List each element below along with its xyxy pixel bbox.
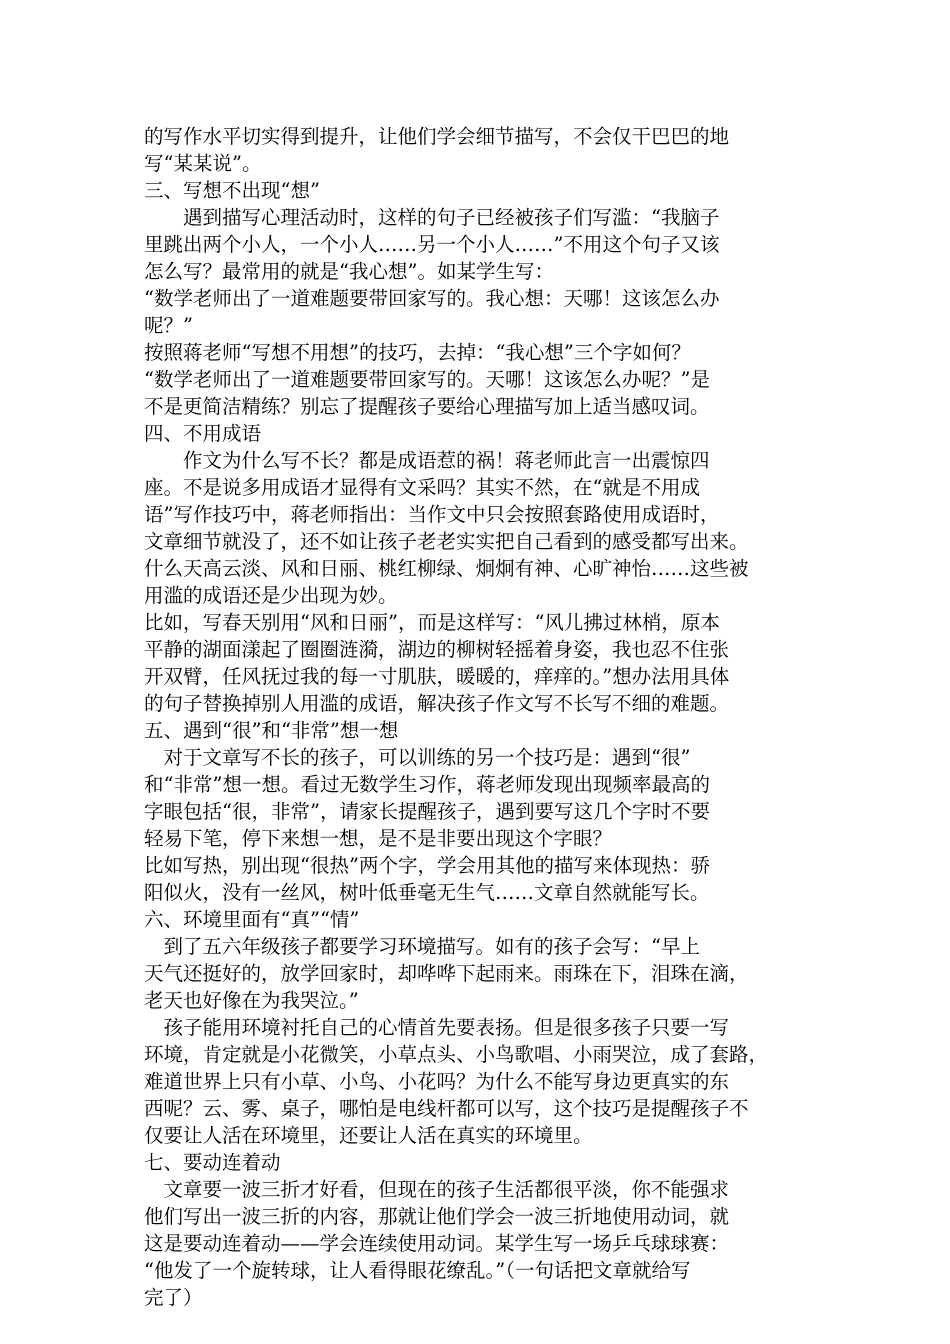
text-line: 难道世界上只有小草、小鸟、小花吗？为什么不能写身边更真实的东 <box>144 1070 730 1093</box>
text-line: 到了五六年级孩子都要学习环境描写。如有的孩子会写：“早上 <box>144 935 700 958</box>
text-line: 的写作水平切实得到提升，让他们学会细节描写，不会仅干巴巴的地 <box>144 125 730 148</box>
text-line: 七、要动连着动 <box>144 1151 281 1174</box>
text-line: 仅要让人活在环境里，还要让人活在真实的环境里。 <box>144 1124 593 1147</box>
text-line: 完了） <box>144 1286 203 1309</box>
text-line: 开双臂，任风抚过我的每一寸肌肤，暖暖的，痒痒的。”想办法用具体 <box>144 665 730 688</box>
text-line: 阳似火，没有一丝风，树叶低垂毫无生气……文章自然就能写长。 <box>144 881 710 904</box>
text-line: 轻易下笔，停下来想一想，是不是非要出现这个字眼？ <box>144 827 613 850</box>
text-line: 环境，肯定就是小花微笑，小草点头、小鸟歌唱、小雨哭泣，成了套路， <box>144 1043 769 1066</box>
text-line: 四、不用成语 <box>144 422 262 445</box>
document-body <box>144 123 810 1311</box>
text-line: 老天也好像在为我哭泣。” <box>144 989 359 1012</box>
text-line: 天气还挺好的，放学回家时，却哗哗下起雨来。雨珠在下，泪珠在滴， <box>144 962 749 985</box>
text-line: 作文为什么写不长？都是成语惹的祸！蒋老师此言一出震惊四 <box>144 449 710 472</box>
text-line: 和“非常”想一想。看过无数学生习作，蒋老师发现出现频率最高的 <box>144 773 710 796</box>
text-line: 文章要一波三折才好看，但现在的孩子生活都很平淡，你不能强求 <box>144 1178 730 1201</box>
text-line: 他们写出一波三折的内容，那就让他们学会一波三折地使用动词，就 <box>144 1205 730 1228</box>
text-line: 孩子能用环境衬托自己的心情首先要表扬。但是很多孩子只要一写 <box>144 1016 730 1039</box>
text-line: 比如，写春天别用“风和日丽”，而是这样写：“风儿拂过林梢，原本 <box>144 611 720 634</box>
text-line: 遇到描写心理活动时，这样的句子已经被孩子们写滥：“我脑子 <box>144 206 720 229</box>
text-line: 里跳出两个小人，一个小人……另一个小人……”不用这个句子又该 <box>144 233 720 256</box>
text-line: 文章细节就没了，还不如让孩子老老实实把自己看到的感受都写出来。 <box>144 530 749 553</box>
text-line: 字眼包括“很，非常”，请家长提醒孩子，遇到要写这几个字时不要 <box>144 800 710 823</box>
text-line: 五、遇到“很”和“非常”想一想 <box>144 719 399 742</box>
text-line: 写“某某说”。 <box>144 152 262 175</box>
text-line: “数学老师出了一道难题要带回家写的。天哪！这该怎么办呢？”是 <box>144 368 710 391</box>
text-line: 三、写想不出现“想” <box>144 179 320 202</box>
text-line: 对于文章写不长的孩子，可以训练的另一个技巧是：遇到“很” <box>144 746 691 769</box>
text-line: “他发了一个旋转球，让人看得眼花缭乱。”（一句话把文章就给写 <box>144 1259 691 1282</box>
text-line: 什么天高云淡、风和日丽、桃红柳绿、炯炯有神、心旷神怡……这些被 <box>144 557 749 580</box>
text-line: 西呢？云、雾、桌子，哪怕是电线杆都可以写，这个技巧是提醒孩子不 <box>144 1097 749 1120</box>
text-line: 用滥的成语还是少出现为妙。 <box>144 584 398 607</box>
text-line: 不是更简洁精练？别忘了提醒孩子要给心理描写加上适当感叹词。 <box>144 395 710 418</box>
text-line: 比如写热，别出现“很热”两个字，学会用其他的描写来体现热：骄 <box>144 854 710 877</box>
text-line: “数学老师出了一道难题要带回家写的。我心想：天哪！这该怎么办 <box>144 287 720 310</box>
text-line: 呢？” <box>144 314 193 337</box>
text-line: 按照蒋老师“写想不用想”的技巧，去掉：“我心想”三个字如何？ <box>144 341 691 364</box>
text-line: 这是要动连着动——学会连续使用动词。某学生写一场乒乓球球赛： <box>144 1232 730 1255</box>
text-line: 平静的湖面漾起了圈圈涟漪，湖边的柳树轻摇着身姿，我也忍不住张 <box>144 638 730 661</box>
text-line: 座。不是说多用成语才显得有文采吗？其实不然，在“就是不用成 <box>144 476 700 499</box>
text-line: 的句子替换掉别人用滥的成语，解决孩子作文写不长写不细的难题。 <box>144 692 730 715</box>
text-line: 怎么写？最常用的就是“我心想”。如某学生写： <box>144 260 554 283</box>
text-line: 语”写作技巧中，蒋老师指出：当作文中只会按照套路使用成语时， <box>144 503 720 526</box>
text-line: 六、环境里面有“真”“情” <box>144 908 360 931</box>
